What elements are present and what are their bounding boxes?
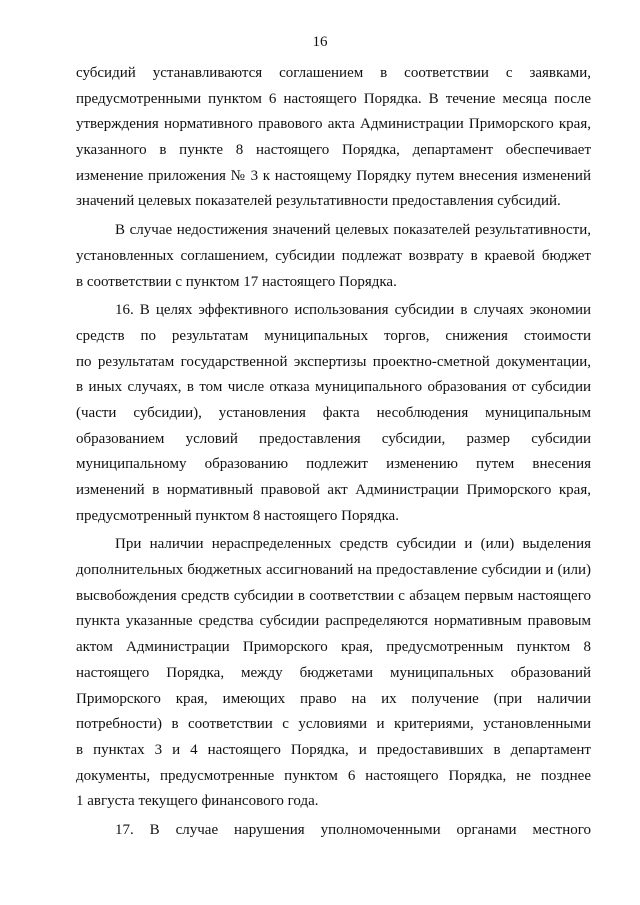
text-line: актом Администрации Приморского края, предусмотренным пунктом 8	[76, 639, 591, 656]
paragraph-3	[76, 298, 591, 529]
text-line: образованием условий предоставления субсидии, размер субсидии	[76, 430, 591, 447]
text-line: 1 августа текущего финансового года.	[76, 793, 319, 810]
text-line: 16. В целях эффективного использования субсидии в случаях экономии	[115, 302, 591, 319]
paragraph-5	[76, 818, 591, 844]
text-line: изменений в нормативный правовой акт Администрации Приморского края,	[76, 482, 591, 498]
text-line: установленных соглашением, субсидии подлежат возврату в краевой бюджет	[76, 247, 591, 264]
text-line: муниципальному образованию подлежит изменению путем внесения	[76, 456, 591, 473]
document-body	[76, 61, 591, 847]
text-line: дополнительных бюджетных ассигнований на предоставление субсидии и (или)	[76, 562, 591, 579]
text-line: пункта указанные средства субсидии распределяются нормативным правовым	[76, 613, 591, 630]
text-line: в пунктах 3 и 4 настоящего Порядка, и предоставивших в департамент	[76, 741, 591, 758]
text-line: предусмотренный пунктом 8 настоящего Порядка.	[76, 507, 399, 524]
text-line: документы, предусмотренные пунктом 6 настоящего Порядка, не позднее	[76, 767, 591, 784]
text-line: изменение приложения № 3 к настоящему Порядку путем внесения изменений	[76, 167, 591, 184]
text-line: Приморского края, имеющих право на их получение (при наличии	[76, 690, 591, 707]
text-line: в иных случаях, в том числе отказа муниципального образования от субсидии	[76, 379, 591, 396]
text-line: (части субсидии), установления факта несоблюдения муниципальным	[76, 404, 591, 421]
text-line: высвобождения средств субсидии в соответствии с абзацем первым настоящего	[76, 587, 591, 604]
text-line: значений целевых показателей результативности предоставления субсидий.	[76, 193, 561, 210]
text-line: 17. В случае нарушения уполномоченными органами местного	[115, 821, 591, 838]
text-line: В случае недостижения значений целевых показателей результативности,	[115, 222, 591, 239]
paragraph-4	[76, 532, 591, 815]
text-line: в соответствии с пунктом 17 настоящего Порядка.	[76, 273, 397, 290]
text-line: по результатам государственной экспертизы проектно-сметной документации,	[76, 353, 591, 370]
text-line: субсидий устанавливаются соглашением в соответствии с заявками,	[76, 65, 591, 81]
paragraph-2	[76, 218, 591, 295]
text-line: средств по результатам муниципальных торгов, снижения стоимости	[76, 327, 591, 344]
text-line: При наличии нераспределенных средств субсидии и (или) выделения	[115, 536, 591, 553]
text-line: потребности) в соответствии с условиями и критериями, установленными	[76, 716, 591, 733]
paragraph-1	[76, 61, 591, 215]
text-line: предусмотренными пунктом 6 настоящего Порядка. В течение месяца после	[76, 90, 591, 107]
text-line: утверждения нормативного правового акта Администрации Приморского края,	[76, 116, 591, 133]
text-line: настоящего Порядка, между бюджетами муниципальных образований	[76, 664, 591, 681]
page-number: 16	[312, 34, 328, 50]
text-line: указанного в пункте 8 настоящего Порядка, департамент обеспечивает	[76, 142, 591, 159]
